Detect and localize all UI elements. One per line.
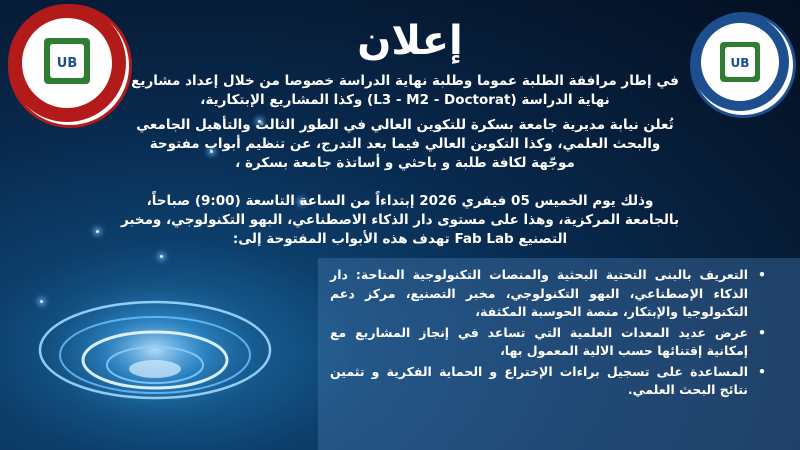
intro-paragraph: في إطار مرافقة الطلبة عموما وطلبة نهاية الدراسة خصوصا من خلال إعداد مشاريع نهاية الدراسة (L3 - M2 - Doctorat) وكذا المشاريع الإبتكارية، (131, 73, 679, 108)
goals-list (330, 266, 770, 402)
bullet-icon: • (758, 324, 766, 340)
announcement-paragraph: تُعلن نيابة مديرية جامعة بسكرة للتكوين العالي في الطور الثالث والتأهيل الجامعي والبحث العلمي، وكذا التكوين العالي فيما بعد التدرج، عن تنظيم أبواب مفتوحة موجّهة لكافة طلبة و باحثي و أساتذة جامعة بسكرة ، (136, 117, 674, 171)
logo-left-mono: UB (56, 56, 78, 71)
goal-item: • التعريف بالبنى التحتية البحثية والمنصات التكنولوجية المتاحة: دار الذكاء الإصطناعي، البهو التكنولوجي، مخبر التصنيع، مركز دعم التكنولوجيا والإبتكار، منصة الحوسبة المكثفة، (330, 267, 766, 319)
bullet-icon: • (758, 267, 766, 282)
logo-right-mono: UB (730, 56, 750, 70)
bullet-icon: • (758, 363, 766, 379)
goal-item: • عرض عديد المعدات العلمية التي تساعد في إنجاز المشاريع مع إمكانية إقتنائها حسب الالية المعمول بها، (330, 324, 766, 358)
vice-rectorate-logo (8, 4, 132, 128)
date-location-paragraph: وذلك يوم الخميس 05 فيفري 2026 إبتداءاً من الساعة التاسعة (9:00) صباحاً، بالجامعة المركزية، وهذا على مستوى دار الذكاء الاصطناعي، البهو التكنولوجي، ومخبر التصنيع Fab Lab تهدف هذه الأبواب المفتوحة إلى: (120, 193, 680, 247)
glowing-rings-graphic (20, 255, 290, 435)
announcement-title: إعلان (357, 18, 463, 64)
university-logo (690, 12, 796, 118)
goal-item: • المساعدة على تسجيل براءات الإختراع و الحماية الفكرية و تثمين نتائج البحث العلمي. (330, 363, 766, 397)
